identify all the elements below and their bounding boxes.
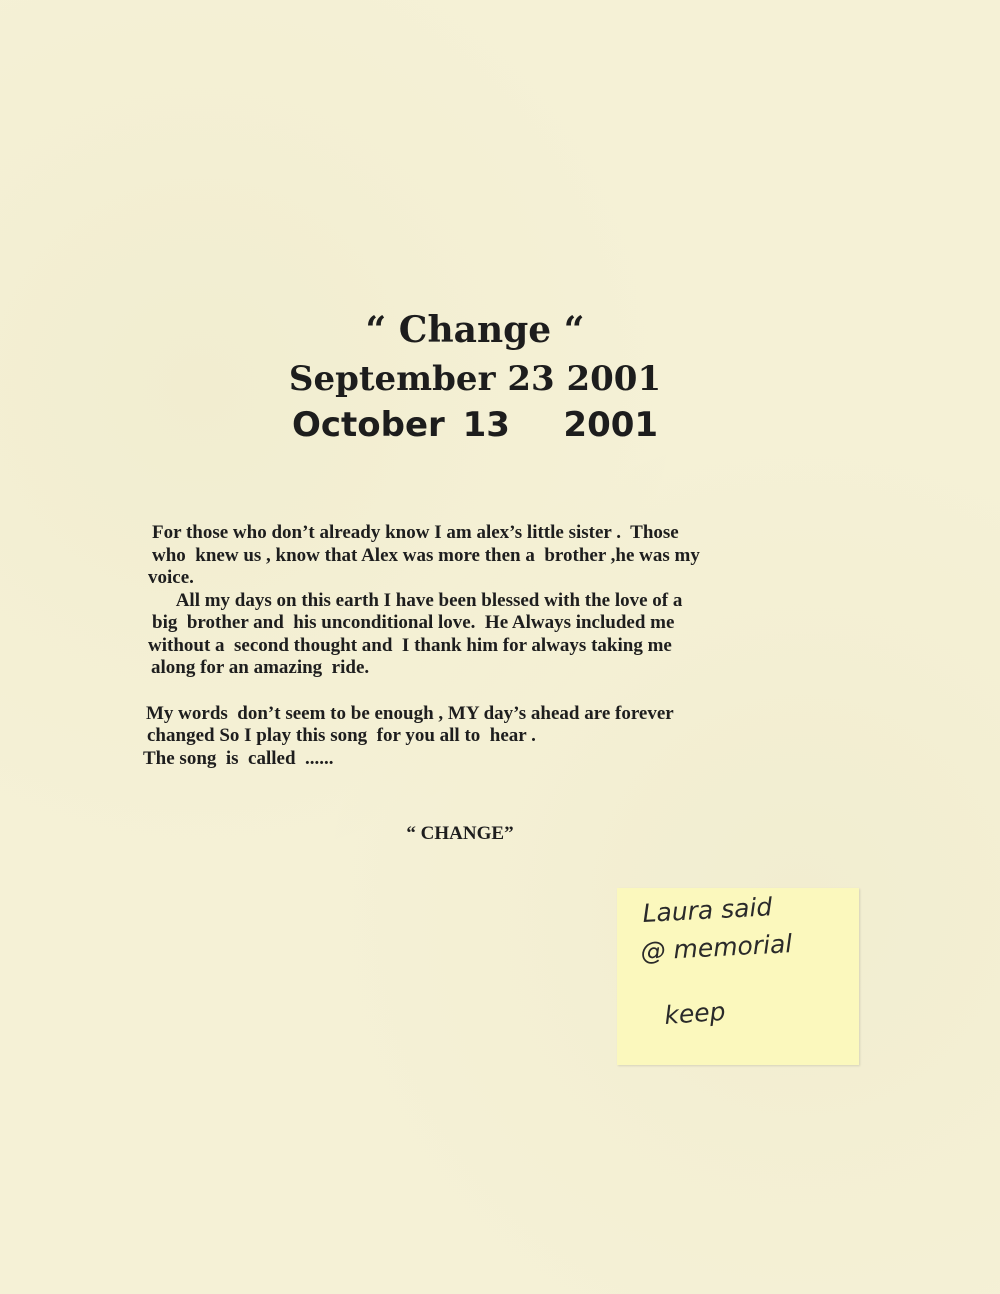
note-line-1: Laura said: [641, 892, 773, 928]
body-line: The song is called ......: [143, 747, 334, 769]
note-line-2: @ memorial: [639, 929, 793, 966]
body-text: [143, 522, 876, 770]
body-line: without a second thought and I thank him for always taking me: [148, 634, 672, 656]
body-line: along for an amazing ride.: [151, 657, 370, 678]
paragraph-gap: [146, 680, 876, 703]
handwriting-note: [617, 888, 859, 1065]
body-line: voice.: [148, 567, 194, 588]
start-date: September 23 2001: [288, 359, 662, 399]
body-line: For those who don’t already know I am alex’s little sister . Those: [152, 522, 679, 543]
sticky-note: [617, 888, 859, 1065]
body-line: changed So I play this song for you all to hear .: [147, 725, 536, 746]
document-title: “ Change “: [365, 309, 585, 351]
end-date: October 13 2001: [291, 405, 659, 445]
song-title: “ CHANGE”: [406, 823, 514, 844]
body-line: All my days on this earth I have been blessed with the love of a: [153, 589, 683, 611]
body-line: who knew us , know that Alex was more then a brother ,he was my: [152, 544, 700, 566]
title-block: [0, 305, 950, 447]
body-line: big brother and his unconditional love. He Always included me: [152, 612, 675, 633]
body-line: My words don’t seem to be enough , MY day’s ahead are forever: [146, 702, 674, 724]
note-line-3: keep: [663, 996, 727, 1030]
